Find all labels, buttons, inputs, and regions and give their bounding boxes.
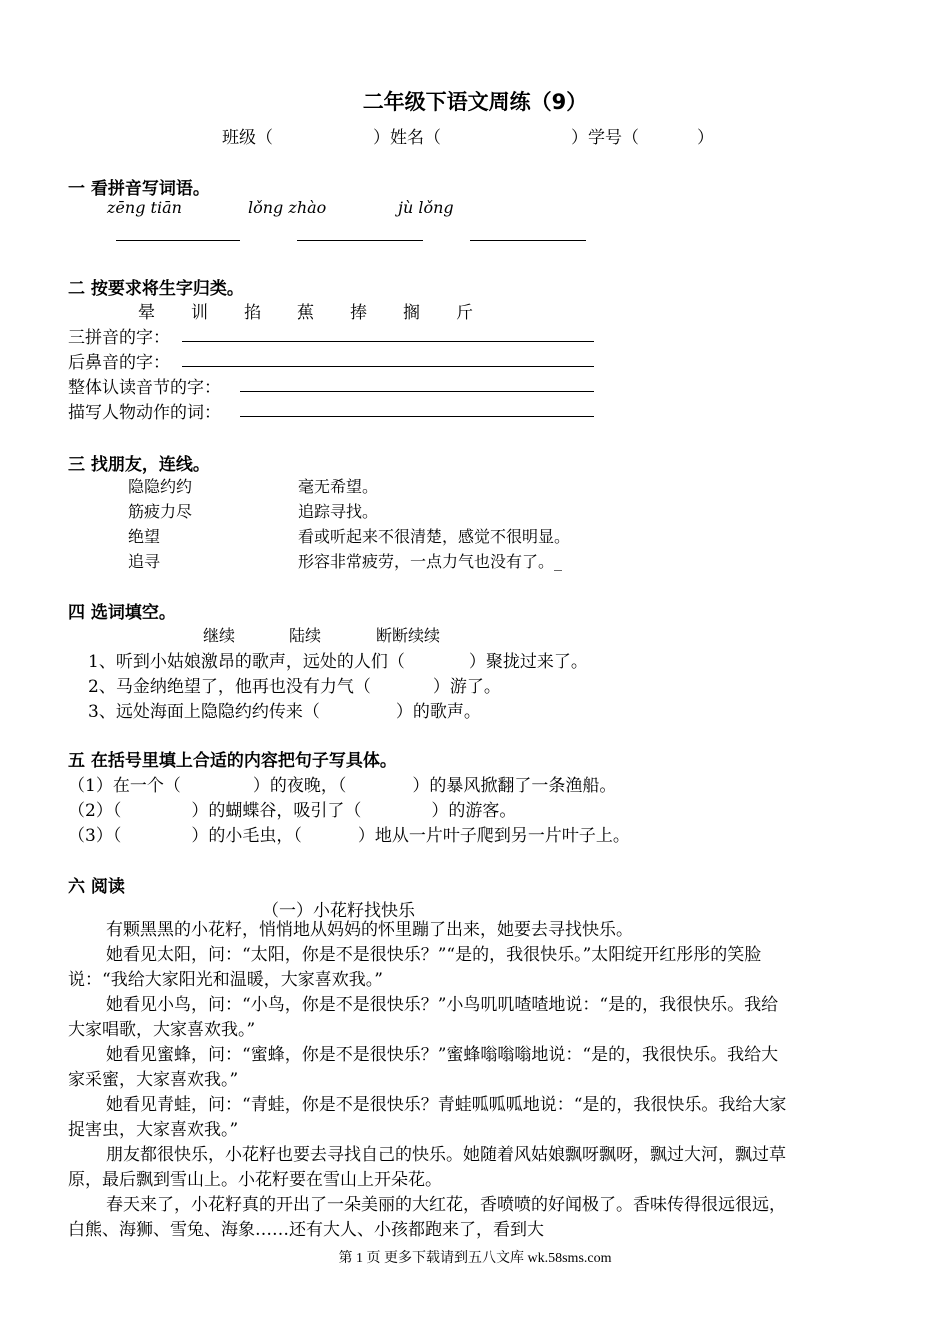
class-label: 班级（ bbox=[222, 128, 273, 148]
char: 掐 bbox=[244, 303, 261, 323]
section-5-heading: 五 在括号里填上合适的内容把句子写具体。 bbox=[68, 751, 397, 771]
sentence-text: （3）（ bbox=[68, 826, 122, 846]
section-4-heading: 四 选词填空。 bbox=[68, 603, 176, 623]
section-2-heading: 二 按要求将生字归类。 bbox=[68, 279, 244, 299]
answer-line-3[interactable] bbox=[470, 240, 586, 241]
reading-paragraph: 朋友都很快乐，小花籽也要去寻找自己的快乐。她随着风姑娘飘呀飘呀，飘过大河，飘过草原，最后飘到雪山上。小花籽要在雪山上开朵花。 bbox=[68, 1145, 786, 1190]
sentence-text: ）的游客。 bbox=[431, 801, 517, 821]
fill-text: 3、远处海面上隐隐约约传来（ bbox=[88, 702, 320, 722]
sentence-text: ）的夜晚，（ bbox=[252, 776, 347, 796]
fill-text: ）聚拢过来了。 bbox=[468, 652, 588, 672]
pinyin-1: zēng tiān bbox=[107, 198, 182, 217]
sentence-text: ）地从一片叶子爬到另一片叶子上。 bbox=[357, 826, 630, 846]
fill-item-3 bbox=[88, 697, 481, 722]
match-left-item[interactable]: 筋疲力尽 bbox=[128, 502, 193, 521]
pinyin-3: jù lǒng bbox=[398, 198, 454, 217]
char: 搁 bbox=[403, 303, 420, 323]
match-left-item[interactable]: 绝望 bbox=[128, 527, 161, 546]
number-close: ） bbox=[697, 128, 714, 148]
match-right-item[interactable]: 毫无希望。 bbox=[298, 477, 379, 496]
sentence-text: （2）（ bbox=[68, 801, 122, 821]
char: 捧 bbox=[350, 303, 367, 323]
section-3-heading: 三 找朋友，连线。 bbox=[68, 455, 210, 475]
fill-item-1 bbox=[88, 647, 588, 672]
word-option: 陆续 bbox=[289, 626, 322, 645]
match-right-item[interactable]: 形容非常疲劳，一点力气也没有了。_ bbox=[298, 552, 563, 571]
category-answer-line[interactable] bbox=[240, 416, 594, 417]
match-right-item[interactable]: 看或听起来不很清楚，感觉不很明显。 bbox=[298, 527, 571, 546]
pinyin-2: lǒng zhào bbox=[248, 198, 327, 217]
page-title: 二年级下语文周练（9） bbox=[362, 90, 588, 114]
answer-line-2[interactable] bbox=[297, 240, 423, 241]
char-list bbox=[138, 298, 509, 323]
fill-text: 2、马金纳绝望了，他再也没有力气（ bbox=[88, 677, 371, 697]
name-label: ）姓名（ bbox=[373, 128, 441, 148]
fill-item-2 bbox=[88, 672, 501, 697]
reading-passage bbox=[68, 918, 788, 1243]
sentence-item-1 bbox=[68, 771, 616, 796]
category-answer-line[interactable] bbox=[240, 391, 594, 392]
reading-paragraph: 有颗黑黑的小花籽，悄悄地从妈妈的怀里蹦了出来，她要去寻找快乐。 bbox=[106, 920, 633, 940]
reading-paragraph: 春天来了，小花籽真的开出了一朵美丽的大红花，香喷喷的好闻极了。香味传得很远很远，白熊、海狮、雪兔、海象……还有大人、小孩都跑来了，看到大 bbox=[68, 1195, 786, 1240]
category-answer-line[interactable] bbox=[182, 366, 594, 367]
category-label: 三拼音的字： bbox=[68, 328, 170, 348]
char: 训 bbox=[191, 303, 208, 323]
match-left-item[interactable]: 追寻 bbox=[128, 552, 161, 571]
reading-subtitle: （一）小花籽找快乐 bbox=[262, 901, 415, 921]
category-label: 后鼻音的字： bbox=[68, 353, 170, 373]
char: 斤 bbox=[456, 303, 473, 323]
reading-paragraph: 她看见青蛙，问：“青蛙，你是不是很快乐？青蛙呱呱呱地说：“是的，我很快乐。我给大家捉害虫，大家喜欢我。” bbox=[68, 1095, 787, 1140]
match-left-item[interactable]: 隐隐约约 bbox=[128, 477, 193, 496]
answer-line-1[interactable] bbox=[116, 240, 240, 241]
student-info-line bbox=[222, 123, 714, 148]
number-label: ）学号（ bbox=[571, 128, 639, 148]
fill-text: ）游了。 bbox=[432, 677, 501, 697]
section-1-heading: 一 看拼音写词语。 bbox=[68, 179, 210, 199]
category-answer-line[interactable] bbox=[182, 341, 594, 342]
reading-paragraph: 她看见小鸟，问：“小鸟，你是不是很快乐？”小鸟叽叽喳喳地说：“是的，我很快乐。我给大家唱歌，大家喜欢我。” bbox=[68, 995, 779, 1040]
category-label: 整体认读音节的字： bbox=[68, 378, 221, 398]
char: 晕 bbox=[138, 303, 155, 323]
fill-text: ）的歌声。 bbox=[395, 702, 481, 722]
char: 蕉 bbox=[297, 303, 314, 323]
sentence-text: ）的暴风掀翻了一条渔船。 bbox=[412, 776, 617, 796]
sentence-text: ）的小毛虫，（ bbox=[191, 826, 302, 846]
sentence-item-2 bbox=[68, 796, 516, 821]
sentence-item-3 bbox=[68, 821, 630, 846]
match-right-item[interactable]: 追踪寻找。 bbox=[298, 502, 379, 521]
category-label: 描写人物动作的词： bbox=[68, 403, 221, 423]
fill-text: 1、听到小姑娘激昂的歌声，远处的人们（ bbox=[88, 652, 405, 672]
reading-paragraph: 她看见蜜蜂，问：“蜜蜂，你是不是很快乐？”蜜蜂嗡嗡嗡地说：“是的，我很快乐。我给大家采蜜，大家喜欢我。” bbox=[68, 1045, 779, 1090]
reading-paragraph: 她看见太阳，问：“太阳，你是不是很快乐？”“是的，我很快乐。”太阳绽开红彤彤的笑脸说：“我给大家阳光和温暖，大家喜欢我。” bbox=[68, 945, 762, 990]
page-footer: 第 1 页 更多下载请到五八文库 wk.58sms.com bbox=[338, 1251, 612, 1266]
sentence-text: ）的蝴蝶谷，吸引了（ bbox=[191, 801, 362, 821]
section-6-heading: 六 阅读 bbox=[68, 877, 125, 897]
sentence-text: （1）在一个（ bbox=[68, 776, 181, 796]
word-option: 断断续续 bbox=[376, 626, 441, 645]
word-option: 继续 bbox=[203, 626, 236, 645]
